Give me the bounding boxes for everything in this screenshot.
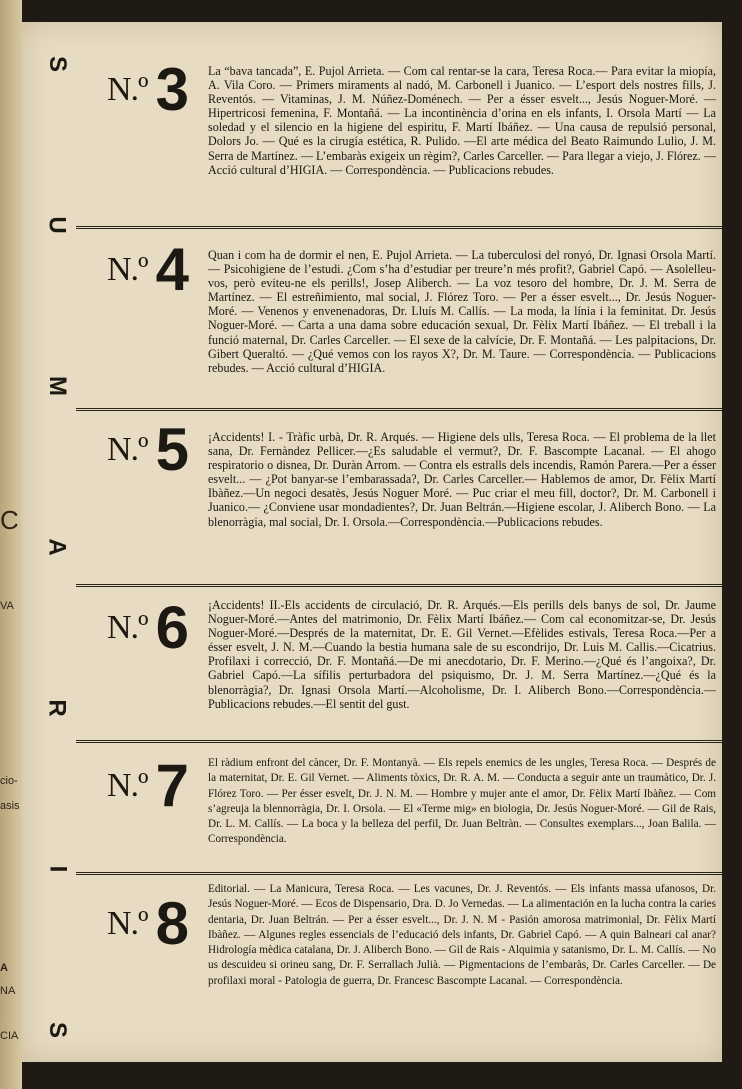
issue-number — [88, 416, 208, 483]
binding-fragment: VA — [0, 600, 14, 612]
issue-section — [76, 586, 722, 743]
issue-section — [76, 22, 722, 229]
issue-number-digit: 8 — [155, 890, 189, 957]
issue-number-digit: 3 — [155, 56, 189, 123]
issue-number-digit: 7 — [155, 752, 189, 819]
issue-number-label: N.º — [107, 431, 148, 468]
adjacent-page-strip — [0, 0, 22, 1089]
issue-number — [88, 890, 208, 957]
issue-section — [76, 742, 722, 875]
vertical-title-letter: S — [43, 1021, 71, 1039]
vertical-title-letter: I — [43, 865, 71, 873]
issue-number-digit: 6 — [155, 594, 189, 661]
issue-contents: El ràdium enfront del càncer, Dr. F. Montanyà. — Els repels enemics de les ungles, Teresa Roca. — Després de la maternitat, Dr. E. Gil Vernet. — Aliments tòxics, Dr. R. A. M. — Conducta a seguir ante un traumàtico, Dr. J. Flórez Toro. — Per ésser esvelt, Dr. J. N. M. — Hombre y mujer ante el amor, Dr. Fèlix Martí Ibàñez. — Com s’agreuja la blennorràgia, Dr. I. Orsola. — El «Terme mig» en biologia, Dr. Jesús Noguer-Moré. — Gil de Rais, Dr. L. M. Callís. — La boca y la belleza del perfil, Dr. Juan Beltràn. — Consultes exemplars..., Joan Balila. — Correspondència. — [208, 757, 716, 846]
issue-number-label: N.º — [107, 905, 148, 942]
issue-number-digit: 4 — [155, 236, 189, 303]
vertical-title — [40, 52, 74, 1042]
vertical-title-letter: U — [44, 216, 71, 234]
binding-fragment: cio- — [0, 775, 18, 787]
vertical-title-letter: R — [44, 699, 71, 717]
issue-contents: ¡Accidents! I. - Tràfic urbà, Dr. R. Arqués. — Higiene dels ulls, Teresa Roca. — El problema de la llet sana, Dr. Fernàndez Pellicer.—¿Es saludable el vermut?, Dr. F. Bascompte Lacanal. — El ahogo respiratorio o disnea, Dr. Duràn Arrom. — Contra els estralls dels incendis, Ramón Parera.—Per a ésser esvelt... — ¿Pot banyar-se l’embarassada?, Dr. Carles Carceller.— Hablemos de amor, Dr. Fèlix Martí Ibàñez.—Un negoci desatès, Jesús Noguer Moré. — Puc criar el meu fill, doctor?, Dr. M. Carbonell i Juanico.— ¿Conviene usar mondadientes?, Dr. Juan Beltrán.—Higiene escolar, J. Aliberch Bono. — La blenorràgia, mal social, Dr. I. Orsola.—Correspondència.—Publicacions rebudes. — [208, 430, 716, 529]
issue-section — [76, 410, 722, 587]
issue-section — [76, 228, 722, 411]
issue-number-label: N.º — [107, 767, 148, 804]
issue-number — [88, 594, 208, 661]
issue-contents: Editorial. — La Manicura, Teresa Roca. — Les vacunes, Dr. J. Reventós. — Els infants massa ufanosos, Dr. Jesús Noguer-Moré. — Ecos de Dispensario, Dra. D. Jo Vernedas. — La alimentación en la lucha contra la caries dentaria, Dr. Juan Beltrán. — Per a ésser esvelt..., Dr. J. N. M - Pasión amorosa matrimonial, Dr. Fèlix Martí Ibàñez. — Algunes regles essencials de l’educació dels infants, Dr. Gabriel Capó. — A quin Balneari cal anar? Hidrología mèdica catalana, Dr. J. Aliberch Bono. — Gil de Rais - Alquimia y satanismo, Dr. L. M. Callís. — No us descuideu si orineu sang, Dr. F. Serrallach Julià. — Pigmentacions de l’embaràs, Dr. Carles Carceller. — De profilaxi moral - Patologia de guerra, Dr. Francesc Bascompte Lacanal. — Correspondència. — [208, 883, 716, 987]
binding-fragment: CIA — [0, 1030, 19, 1042]
binding-fragment: asis — [0, 800, 20, 812]
issue-contents: La “bava tancada”, E. Pujol Arrieta. — Com cal rentar-se la cara, Teresa Roca.— Para evitar la miopía, A. Vila Coro. — Primers miraments al nadó, M. Carbonell i Juanico. — L’esport dels nostres fills, J. Reventós. — Vitaminas, J. M. Núñez-Doménech. — Per a ésser esvelt..., Jesús Noguer-Moré. — Hipertricosi femenina, F. Montañá. — La incontinència d’orina en els infants, I. Orsola Martí — La soledad y el silencio en la higiene del espiritu, F. Martí Ibáñez. — Una causa de repulsió personal, Dolors Jo. — Qué es la cirugía estética, R. Pulido. —El arte médica del Beato Raimundo Lulio, J. M. Serra de Martínez. — L’embaràs exigeix un règim?, Carles Carceller. — Para llegar a viejo, J. Flórez. — Acció cultural d’HIGIA. — Correspondència. — Publicacions rebudes. — [208, 64, 716, 177]
issue-number-label: N.º — [107, 71, 148, 108]
issue-number — [88, 236, 208, 303]
issue-number-label: N.º — [107, 609, 148, 646]
summary-page — [22, 22, 722, 1062]
issue-section — [76, 874, 722, 1062]
binding-fragment: NA — [0, 985, 16, 997]
issue-number-digit: 5 — [155, 416, 189, 483]
issue-contents: ¡Accidents! II.-Els accidents de circulació, Dr. R. Arqués.—Els perills dels banys de sol, Dr. Jaume Noguer-Moré.—Antes del matrimonio, Dr. Fèlix Martí Ibáñez.— Com cal economitzar-se, Dr. Jesús Noguer-Moré.—Després de la maternitat, Dr. E. Gil Vernet.—Efèlides estivals, Teresa Roca.—Per a ésser esvelt, J. N. M.—Cuando la bestia humana sale de su escondrijo, Dr. Luis M. Callis.—Cicatrius. Profilaxi i correcció, Dr. F. Montañá.—De mi anecdotario, Dr. F. Merino.—¿Qué és l’angoixa?, Dr. Gabriel Capó.—La sífilis perturbadora del psiquismo, Dr. J. M. Serra Martínez.—¿Qué és la blenorràgia?, Dr. Ignasi Orsola Martí.—Alcoholisme, Dr. I. Aliberch Bono.—Correspondència.—Publicacions rebudes.—El sentit del gust. — [208, 598, 716, 711]
vertical-title-letter: A — [44, 538, 71, 556]
issue-number — [88, 752, 208, 819]
issue-number — [88, 56, 208, 123]
issue-contents: Quan i com ha de dormir el nen, E. Pujol Arrieta. — La tuberculosi del ronyó, Dr. Ignasi Orsola Martí. — Psicohigiene de l’estudi. ¿Com s’ha d’estudiar per treure’n més profit?, Gabriel Capó. — Asolelleu-vos, però eviteu-ne els perills!, Josep Aliberch. — La voz tesoro del hombre, Dr. J. M. Serra de Martínez. — El estreñimiento, mal social, J. Flórez Toro. — Per a ésser esvelt..., Dr. Jesús Noguer-Moré. — Venenos y envenenadoras, Dr. Lluís M. Callís. — La moda, la línia i la feminitat. Dr. Jesús Noguer-Moré. — Carta a una dama sobre educación sexual, Dr. Fèlix Martí Ibáñez. — El treball i la funció maternal, Dr. Carles Carceller. — El sexe de la calvície, Dr. F. Montañá. — Les palpitacions, Dr. Gibert Queraltó. — ¿Qué vemos con los rayos X?, Dr. M. Taure. — Correspondència. — Publicacions rebudes. — Acció cultural d’HIGIA. — [208, 248, 716, 375]
issue-number-label: N.º — [107, 251, 148, 288]
vertical-title-letter: S — [43, 55, 71, 73]
binding-fragment: A — [0, 962, 8, 974]
vertical-title-letter: M — [44, 376, 71, 396]
binding-fragment: C — [0, 505, 19, 535]
